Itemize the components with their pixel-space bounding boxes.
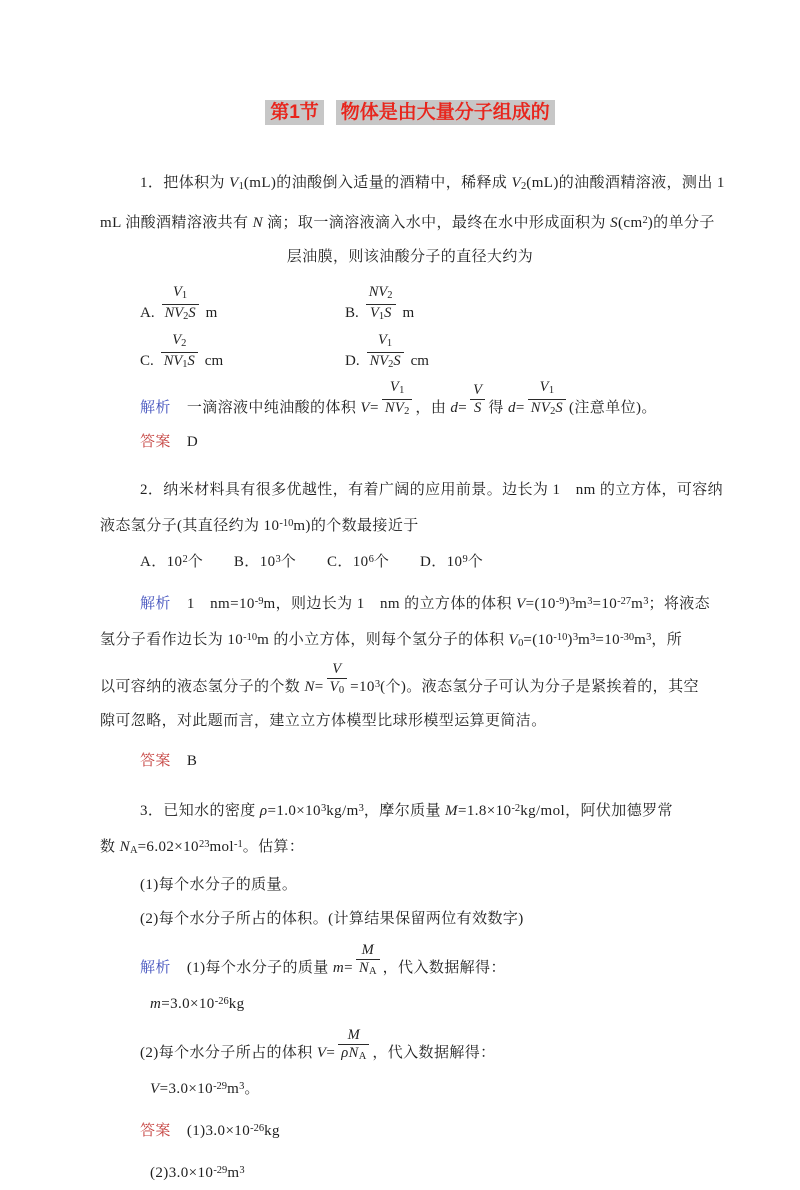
text-run: ，摩尔质量	[363, 803, 446, 819]
analysis-label: 解析	[140, 596, 171, 612]
variable: V	[369, 305, 379, 321]
variable: NV	[530, 400, 551, 416]
q3-subquestion-2	[100, 902, 720, 936]
text-run: =(10	[525, 596, 556, 612]
variable: V	[539, 379, 549, 395]
fraction-numerator	[470, 382, 485, 400]
q1-text-line3	[100, 240, 720, 274]
text-run: =	[344, 960, 353, 976]
q1-answer-value: D	[186, 434, 199, 450]
text-run: =1.0×10	[267, 803, 321, 819]
variable: S	[188, 305, 196, 321]
q3-analysis-line3	[100, 1027, 720, 1070]
text-run: m	[631, 596, 644, 612]
text-run: =	[458, 400, 468, 416]
q3-analysis-line2	[100, 985, 720, 1021]
fraction-numerator	[338, 1027, 369, 1045]
q3-analysis-line1	[100, 942, 720, 985]
text-run: 隙可忽略，对此题而言，建立立方体模型比球形模型运算更简洁。	[100, 713, 547, 729]
q3-answer-text1	[187, 1123, 280, 1139]
variable: M	[361, 942, 375, 958]
superscript: 9	[462, 554, 468, 565]
superscript: -9	[254, 596, 264, 607]
variable: V	[173, 284, 182, 300]
fraction	[162, 284, 199, 325]
superscript: 3	[643, 596, 649, 607]
variable: V	[516, 596, 526, 612]
superscript: 6	[368, 554, 374, 565]
text-run: 氢分子看作边长为 10	[100, 632, 244, 648]
text-run: 。估算：	[242, 839, 305, 855]
variable: V	[316, 1045, 327, 1061]
subscript: 1	[182, 359, 188, 370]
fraction-denominator	[356, 960, 380, 980]
text-run: (2)3.0×10	[150, 1165, 214, 1181]
variable: N	[119, 839, 130, 855]
text-run: =	[515, 400, 525, 416]
option-label: D.	[345, 353, 360, 369]
q1-analysis	[100, 379, 720, 425]
analysis-label: 解析	[140, 400, 171, 416]
superscript: 3	[587, 596, 593, 607]
text-run: 液态氢分子(其直径约为 10	[100, 518, 280, 534]
superscript: 3	[358, 803, 364, 814]
fraction	[327, 661, 348, 699]
q2-answer-value: B	[186, 753, 198, 769]
text-run: 得	[488, 400, 508, 416]
text-run: =10	[595, 632, 621, 648]
subscript: 2	[388, 359, 394, 370]
subscript: 1	[238, 181, 244, 192]
subscript: 2	[550, 406, 556, 417]
subscript: 2	[404, 406, 410, 417]
variable: S	[610, 215, 618, 231]
superscript: 3	[590, 632, 596, 643]
variable: m	[332, 960, 345, 976]
option-label: B.	[345, 305, 359, 321]
text-run: (注意单位)。	[569, 400, 657, 416]
variable: V	[511, 175, 522, 191]
q2-text-line1	[100, 473, 724, 507]
text-run: m 的小立方体，则每个氢分子的体积	[257, 632, 509, 648]
variable: d	[450, 400, 459, 416]
text-run: =	[369, 400, 379, 416]
q3-analysis-line4	[100, 1070, 720, 1106]
variable: V	[473, 382, 483, 398]
q2-analysis-line4	[100, 704, 720, 738]
answer-label: 答案	[140, 753, 171, 769]
text-run: (mL)的油酸倒入适量的酒精中，稀释成	[243, 175, 512, 191]
superscript: -9	[555, 596, 565, 607]
variable: V	[378, 332, 387, 348]
option-label: C.	[140, 353, 154, 369]
superscript: -30	[620, 632, 635, 643]
fraction-numerator	[162, 284, 199, 305]
text-run: ，所	[651, 632, 683, 648]
text-run: 3．已知水的密度	[140, 803, 260, 819]
variable: V	[360, 400, 370, 416]
variable: NV	[384, 400, 405, 416]
variable: V	[508, 632, 519, 648]
text-run: 数	[100, 839, 120, 855]
fraction-denominator	[382, 400, 413, 420]
option-label: A.	[140, 305, 155, 321]
superscript: 2	[182, 554, 188, 565]
text-run: 1．把体积为	[140, 175, 230, 191]
section-title	[100, 97, 720, 124]
text-run: 个 C．10	[280, 554, 369, 570]
text-run: kg	[228, 996, 245, 1012]
text-run: kg	[264, 1123, 280, 1139]
superscript: -1	[233, 839, 243, 850]
text-run: kg/mol，阿伏加德罗常	[520, 803, 673, 819]
text-run: ；将液态	[648, 596, 711, 612]
q1-option-a	[140, 282, 345, 327]
q1-analysis-text	[186, 379, 657, 417]
text-run: 一滴溶液中纯油酸的体积	[186, 400, 361, 416]
text-run: m)的个数最接近于	[293, 518, 419, 534]
text-run: kg/m	[326, 803, 359, 819]
fraction-denominator	[327, 679, 348, 699]
answer-label: 答案	[140, 1123, 171, 1139]
fraction-denominator	[528, 400, 566, 420]
variable: S	[384, 305, 392, 321]
variable: M	[347, 1027, 361, 1043]
variable: S	[555, 400, 564, 416]
variable: N	[304, 679, 315, 695]
text-run: (mL)的油酸酒精溶液，测出 1	[526, 175, 725, 191]
text-run: 以可容纳的液态氢分子的个数	[100, 679, 305, 695]
fraction	[338, 1027, 369, 1065]
fraction	[528, 379, 566, 420]
text-run: 个 D．10	[373, 554, 463, 570]
fraction-denominator	[367, 353, 404, 373]
q3-analysis-text1	[186, 942, 506, 977]
q1-options	[100, 282, 720, 375]
option-unit: m	[205, 305, 218, 321]
variable: V	[389, 379, 400, 395]
superscript: 2	[642, 215, 648, 226]
text-run: =10	[350, 679, 375, 695]
subscript: 0	[338, 685, 345, 696]
text-run: =10	[592, 596, 618, 612]
text-run: 。	[244, 1081, 260, 1097]
text-run: m	[575, 596, 588, 612]
subscript: 0	[518, 638, 524, 649]
subscript: A	[369, 966, 377, 977]
text-run: m	[227, 1081, 240, 1097]
variable: V	[150, 1081, 160, 1097]
q3-subquestion-1	[100, 868, 720, 902]
subscript: A	[358, 1051, 367, 1062]
fraction-numerator	[366, 284, 396, 305]
section-title-number: 第1节	[265, 100, 324, 125]
text-run: 滴；取一滴溶液滴入水中，最终在水中形成面积为	[262, 215, 611, 231]
fraction	[367, 332, 404, 373]
subscript: 1	[181, 290, 188, 301]
q1-answer	[100, 425, 720, 459]
q2-analysis-line1	[100, 585, 720, 621]
q2-text-line2	[100, 507, 720, 543]
q2-answer	[100, 744, 720, 778]
superscript: -29	[213, 1165, 228, 1176]
text-run: (个)。液态氢分子可认为分子是紧挨着的，其空	[380, 679, 699, 695]
fraction	[382, 379, 413, 420]
text-run: ，代入数据解得：	[382, 960, 506, 976]
analysis-label: 解析	[140, 960, 171, 976]
superscript: -26	[250, 1123, 265, 1134]
superscript: 3	[275, 554, 281, 565]
variable: S	[473, 400, 482, 416]
q3-text-line2	[100, 828, 720, 868]
variable: ρ	[259, 803, 268, 819]
superscript: -27	[617, 596, 632, 607]
text-run: =3.0×10	[161, 996, 215, 1012]
q1-text-line1	[100, 166, 725, 204]
variable: N	[252, 215, 263, 231]
text-run: m，则边长为 1 nm 的立方体的体积	[263, 596, 517, 612]
fraction-numerator	[382, 379, 413, 400]
superscript: 23	[198, 839, 210, 850]
fraction	[161, 332, 198, 373]
fraction-denominator	[470, 400, 485, 417]
variable: V	[172, 332, 182, 348]
q1-option-c	[140, 330, 345, 375]
q1-option-d	[345, 330, 720, 375]
variable: NV	[368, 284, 388, 300]
superscript: -10	[553, 632, 568, 643]
superscript: 3	[646, 632, 652, 643]
text-run: =(10	[523, 632, 554, 648]
variable: NV	[163, 353, 183, 369]
q3-text-line1	[100, 792, 720, 828]
variable: ρ	[341, 1045, 349, 1061]
fraction	[366, 284, 396, 325]
text-run: m	[227, 1165, 240, 1181]
text-run: ，代入数据解得：	[372, 1045, 496, 1061]
superscript: -29	[213, 1081, 228, 1092]
subscript: 2	[183, 311, 189, 322]
variable: V	[229, 175, 239, 191]
q1-text-line2	[100, 204, 720, 240]
text-run: 个 B．10	[187, 554, 276, 570]
fraction-denominator	[366, 305, 396, 325]
text-run: )	[564, 596, 570, 612]
text-run: )的单分子	[647, 215, 715, 231]
text-run: ，由	[415, 400, 451, 416]
fraction-denominator	[338, 1045, 369, 1065]
variable: m	[150, 996, 162, 1012]
subscript: 1	[548, 385, 555, 396]
text-run: =	[326, 1045, 336, 1061]
fraction	[470, 382, 485, 417]
variable: NV	[164, 305, 184, 321]
superscript: -10	[279, 518, 294, 529]
variable: NV	[369, 353, 389, 369]
fraction-denominator	[161, 353, 198, 373]
option-unit: m	[402, 305, 415, 321]
fraction-numerator	[367, 332, 404, 353]
q1-option-b	[345, 282, 720, 327]
option-unit: cm	[204, 353, 224, 369]
text-run: =3.0×10	[159, 1081, 214, 1097]
text-run: 1 nm=10	[186, 596, 255, 612]
text-run: =1.8×10	[457, 803, 512, 819]
fraction-numerator	[161, 332, 198, 353]
subscript: 1	[378, 311, 385, 322]
fraction-numerator	[327, 661, 348, 679]
superscript: -26	[214, 996, 229, 1007]
text-run: (1)每个水分子的质量	[186, 960, 333, 976]
text-run: )	[567, 632, 573, 648]
q2-analysis-text1	[187, 596, 710, 612]
text-run: (2)每个水分子所占的体积。(计算结果保留两位有效数字)	[140, 911, 524, 927]
subscript: 1	[386, 338, 393, 349]
text-run: =6.02×10	[137, 839, 199, 855]
q3-answer-line1	[100, 1112, 720, 1148]
text-run: m	[634, 632, 647, 648]
fraction-numerator	[356, 942, 380, 960]
q2-options	[100, 543, 720, 579]
text-run: mol	[209, 839, 234, 855]
subscript: 2	[181, 338, 187, 349]
text-run: 个	[467, 554, 484, 570]
text-run: (1)3.0×10	[186, 1123, 251, 1139]
superscript: -2	[511, 803, 521, 814]
option-unit: cm	[410, 353, 429, 369]
subscript: 2	[521, 181, 527, 192]
superscript: 3	[374, 679, 381, 690]
variable: N	[348, 1045, 359, 1061]
q2-analysis-line3	[100, 661, 720, 704]
text-run: (cm	[618, 215, 643, 231]
section-title-text: 物体是由大量分子组成的	[336, 100, 555, 125]
superscript: 3	[569, 596, 576, 607]
superscript: 3	[239, 1165, 245, 1176]
q2-analysis-line2	[100, 621, 720, 661]
text-run: =	[314, 679, 324, 695]
fraction	[356, 942, 380, 980]
text-run: A．10	[140, 554, 183, 570]
subscript: 2	[387, 290, 393, 301]
superscript: -10	[243, 632, 258, 643]
variable: N	[358, 960, 370, 976]
variable: V	[332, 661, 342, 677]
superscript: 3	[572, 632, 579, 643]
fraction-numerator	[528, 379, 566, 400]
variable: d	[507, 400, 516, 416]
text-run: (2)每个水分子所占的体积	[140, 1045, 317, 1061]
variable: V	[329, 679, 339, 695]
text-run: (1)每个水分子的质量。	[140, 877, 298, 893]
q3-answer-line2	[100, 1154, 720, 1190]
variable: S	[393, 353, 401, 369]
variable: M	[445, 803, 458, 819]
subscript: A	[129, 845, 138, 856]
subscript: 1	[399, 385, 405, 396]
text-run: 2．纳米材料具有很多优越性，有着广阔的应用前景。边长为 1 nm 的立方体，可容纳	[140, 482, 724, 498]
text-run: mL 油酸酒精溶液共有	[100, 215, 253, 231]
text-run: m	[578, 632, 591, 648]
superscript: 3	[239, 1081, 245, 1092]
answer-label: 答案	[140, 434, 171, 450]
superscript: 3	[320, 803, 327, 814]
text-run: 层油膜，则该油酸分子的直径大约为	[286, 249, 534, 265]
variable: S	[187, 353, 195, 369]
fraction-denominator	[162, 305, 199, 325]
